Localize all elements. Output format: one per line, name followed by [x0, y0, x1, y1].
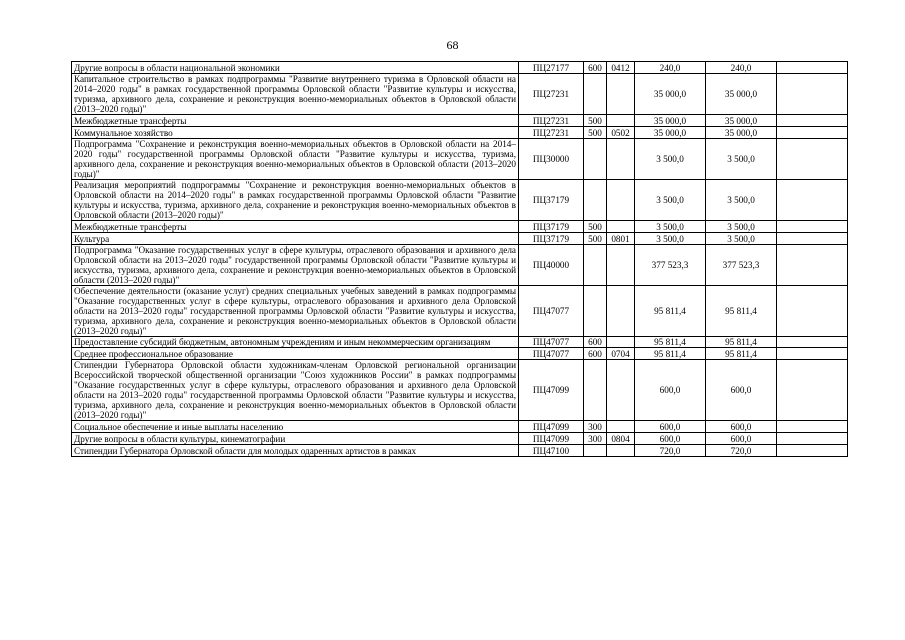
row-section: 0801 — [607, 233, 635, 245]
row-section — [607, 445, 635, 457]
row-name: Культура — [72, 233, 519, 245]
table-row — [72, 286, 848, 337]
table-row — [72, 245, 848, 286]
table-row — [72, 115, 848, 127]
row-name: Подпрограмма "Оказание государственных услуг в сфере культуры, отраслевого образования и архивного дела Орловской области на 2013–2020 годы" государственной программы Орловской области "Развитие культуры и искусства, туризма, архивного дела, сохранение и реконструкция военно-мемориальных объектов в Орловской области (2013–2020 годы)" — [72, 245, 519, 286]
row-amount-2: 35 000,0 — [706, 127, 777, 139]
row-section — [607, 180, 635, 221]
row-code: ПЦ47099 — [519, 433, 584, 445]
row-expense-type — [584, 74, 607, 115]
row-amount-1: 3 500,0 — [635, 180, 706, 221]
row-name: Коммунальное хозяйство — [72, 127, 519, 139]
row-amount-1: 35 000,0 — [635, 115, 706, 127]
row-amount-1: 95 811,4 — [635, 348, 706, 360]
row-expense-type: 300 — [584, 421, 607, 433]
row-section — [607, 115, 635, 127]
row-amount-2: 95 811,4 — [706, 348, 777, 360]
row-amount-2: 600,0 — [706, 433, 777, 445]
row-code: ПЦ27231 — [519, 115, 584, 127]
row-name: Реализация мероприятий подпрограммы "Сохранение и реконструкция военно-мемориальных объектов в Орловской области на 2014–2020 годы" в рамках государственной программы Орловской области "Развитие культуры и искусства, туризма, архивного дела, сохранение и реконструкция военно-мемориальных объектов в Орловской области (2013–2020 годы)" — [72, 180, 519, 221]
row-code: ПЦ47100 — [519, 445, 584, 457]
row-section — [607, 286, 635, 337]
row-empty-cell — [777, 445, 848, 457]
row-section: 0502 — [607, 127, 635, 139]
row-empty-cell — [777, 286, 848, 337]
table-row — [72, 360, 848, 421]
row-amount-2: 35 000,0 — [706, 74, 777, 115]
table-row — [72, 139, 848, 180]
row-empty-cell — [777, 221, 848, 233]
row-code: ПЦ37179 — [519, 180, 584, 221]
page-number: 68 — [446, 38, 459, 52]
row-amount-1: 95 811,4 — [635, 337, 706, 348]
row-empty-cell — [777, 245, 848, 286]
row-amount-1: 3 500,0 — [635, 233, 706, 245]
row-section — [607, 221, 635, 233]
row-empty-cell — [777, 233, 848, 245]
row-amount-1: 3 500,0 — [635, 139, 706, 180]
table-row — [72, 421, 848, 433]
row-expense-type — [584, 245, 607, 286]
row-expense-type: 500 — [584, 127, 607, 139]
table-row — [72, 348, 848, 360]
row-code: ПЦ27177 — [519, 62, 584, 74]
row-empty-cell — [777, 180, 848, 221]
row-name: Среднее профессиональное образование — [72, 348, 519, 360]
row-empty-cell — [777, 433, 848, 445]
row-code: ПЦ47077 — [519, 337, 584, 348]
row-amount-2: 95 811,4 — [706, 337, 777, 348]
row-code: ПЦ47077 — [519, 348, 584, 360]
row-amount-1: 240,0 — [635, 62, 706, 74]
row-amount-2: 600,0 — [706, 360, 777, 421]
row-section — [607, 245, 635, 286]
row-expense-type: 600 — [584, 337, 607, 348]
row-amount-1: 377 523,3 — [635, 245, 706, 286]
row-name: Социальное обеспечение и иные выплаты населению — [72, 421, 519, 433]
row-section — [607, 337, 635, 348]
row-code: ПЦ40000 — [519, 245, 584, 286]
row-name: Другие вопросы в области национальной экономики — [72, 62, 519, 74]
row-code: ПЦ27231 — [519, 127, 584, 139]
budget-table — [71, 61, 848, 457]
budget-table-body — [72, 62, 848, 457]
row-name: Подпрограмма "Сохранение и реконструкция военно-мемориальных объектов в Орловской области на 2014–2020 годы" государственной программы Орловской области "Развитие культуры и искусства, туризма, архивного дела, сохранение и реконструкция военно-мемориальных объектов в Орловской области (2013–2020 годы)" — [72, 139, 519, 180]
row-amount-2: 377 523,3 — [706, 245, 777, 286]
row-expense-type — [584, 139, 607, 180]
table-row — [72, 127, 848, 139]
row-empty-cell — [777, 421, 848, 433]
row-expense-type: 300 — [584, 433, 607, 445]
table-row — [72, 62, 848, 74]
row-amount-1: 35 000,0 — [635, 74, 706, 115]
row-section — [607, 421, 635, 433]
row-amount-2: 3 500,0 — [706, 180, 777, 221]
row-code: ПЦ47099 — [519, 360, 584, 421]
row-name: Капитальное строительство в рамках подпрограммы "Развитие внутреннего туризма в Орловской области на 2014–2020 годы" в рамках государственной программы Орловской области "Развитие культуры и искусства, туризма, архивного дела, сохранение и реконструкция военно-мемориальных объектов в Орловской области (2013–2020 годы)" — [72, 74, 519, 115]
row-expense-type — [584, 286, 607, 337]
row-code: ПЦ47077 — [519, 286, 584, 337]
row-expense-type — [584, 180, 607, 221]
row-section: 0412 — [607, 62, 635, 74]
row-section: 0704 — [607, 348, 635, 360]
row-code: ПЦ37179 — [519, 233, 584, 245]
table-row — [72, 433, 848, 445]
row-code: ПЦ30000 — [519, 139, 584, 180]
row-amount-1: 600,0 — [635, 360, 706, 421]
row-name: Стипендии Губернатора Орловской области для молодых одаренных артистов в рамках — [72, 445, 519, 457]
row-amount-2: 720,0 — [706, 445, 777, 457]
row-section — [607, 74, 635, 115]
table-row — [72, 337, 848, 348]
row-empty-cell — [777, 74, 848, 115]
table-row — [72, 445, 848, 457]
row-amount-2: 95 811,4 — [706, 286, 777, 337]
row-amount-1: 35 000,0 — [635, 127, 706, 139]
row-amount-1: 3 500,0 — [635, 221, 706, 233]
row-empty-cell — [777, 337, 848, 348]
row-name: Межбюджетные трансферты — [72, 221, 519, 233]
row-amount-2: 3 500,0 — [706, 233, 777, 245]
table-row — [72, 221, 848, 233]
row-expense-type: 600 — [584, 348, 607, 360]
row-amount-1: 720,0 — [635, 445, 706, 457]
row-amount-1: 600,0 — [635, 433, 706, 445]
row-empty-cell — [777, 127, 848, 139]
row-amount-2: 240,0 — [706, 62, 777, 74]
row-expense-type: 600 — [584, 62, 607, 74]
row-expense-type — [584, 445, 607, 457]
row-empty-cell — [777, 115, 848, 127]
row-expense-type: 500 — [584, 221, 607, 233]
row-expense-type — [584, 360, 607, 421]
row-name: Межбюджетные трансферты — [72, 115, 519, 127]
row-amount-2: 3 500,0 — [706, 221, 777, 233]
row-name: Стипендии Губернатора Орловской области художникам-членам Орловской региональной организации Всероссийской творческой общественной организации "Союз художников России" в рамках подпрограммы "Оказание государственных услуг в сфере культуры, отраслевого образования и архивного дела Орловской области на 2013–2020 годы" государственной программы Орловской области "Развитие культуры и искусства, туризма, архивного дела, сохранение и реконструкция военно-мемориальных объектов в Орловской области (2013–2020 годы)" — [72, 360, 519, 421]
row-empty-cell — [777, 62, 848, 74]
row-amount-1: 600,0 — [635, 421, 706, 433]
row-name: Другие вопросы в области культуры, кинематографии — [72, 433, 519, 445]
row-code: ПЦ47099 — [519, 421, 584, 433]
row-amount-1: 95 811,4 — [635, 286, 706, 337]
row-section — [607, 360, 635, 421]
table-row — [72, 233, 848, 245]
row-code: ПЦ27231 — [519, 74, 584, 115]
row-amount-2: 3 500,0 — [706, 139, 777, 180]
row-amount-2: 600,0 — [706, 421, 777, 433]
row-section — [607, 139, 635, 180]
table-row — [72, 74, 848, 115]
row-section: 0804 — [607, 433, 635, 445]
row-empty-cell — [777, 139, 848, 180]
row-empty-cell — [777, 348, 848, 360]
row-empty-cell — [777, 360, 848, 421]
row-name: Предоставление субсидий бюджетным, автономным учреждениям и иным некоммерческим организациям — [72, 337, 519, 348]
row-code: ПЦ37179 — [519, 221, 584, 233]
table-row — [72, 180, 848, 221]
row-expense-type: 500 — [584, 233, 607, 245]
row-expense-type: 500 — [584, 115, 607, 127]
row-amount-2: 35 000,0 — [706, 115, 777, 127]
row-name: Обеспечение деятельности (оказание услуг) средних специальных учебных заведений в рамках подпрограммы "Оказание государственных услуг в сфере культуры, отраслевого образования и архивного дела Орловской области на 2013–2020 годы" государственной программы Орловской области "Развитие культуры и искусства, туризма, архивного дела, сохранение и реконструкция военно-мемориальных объектов в Орловской области (2013–2020 годы)" — [72, 286, 519, 337]
